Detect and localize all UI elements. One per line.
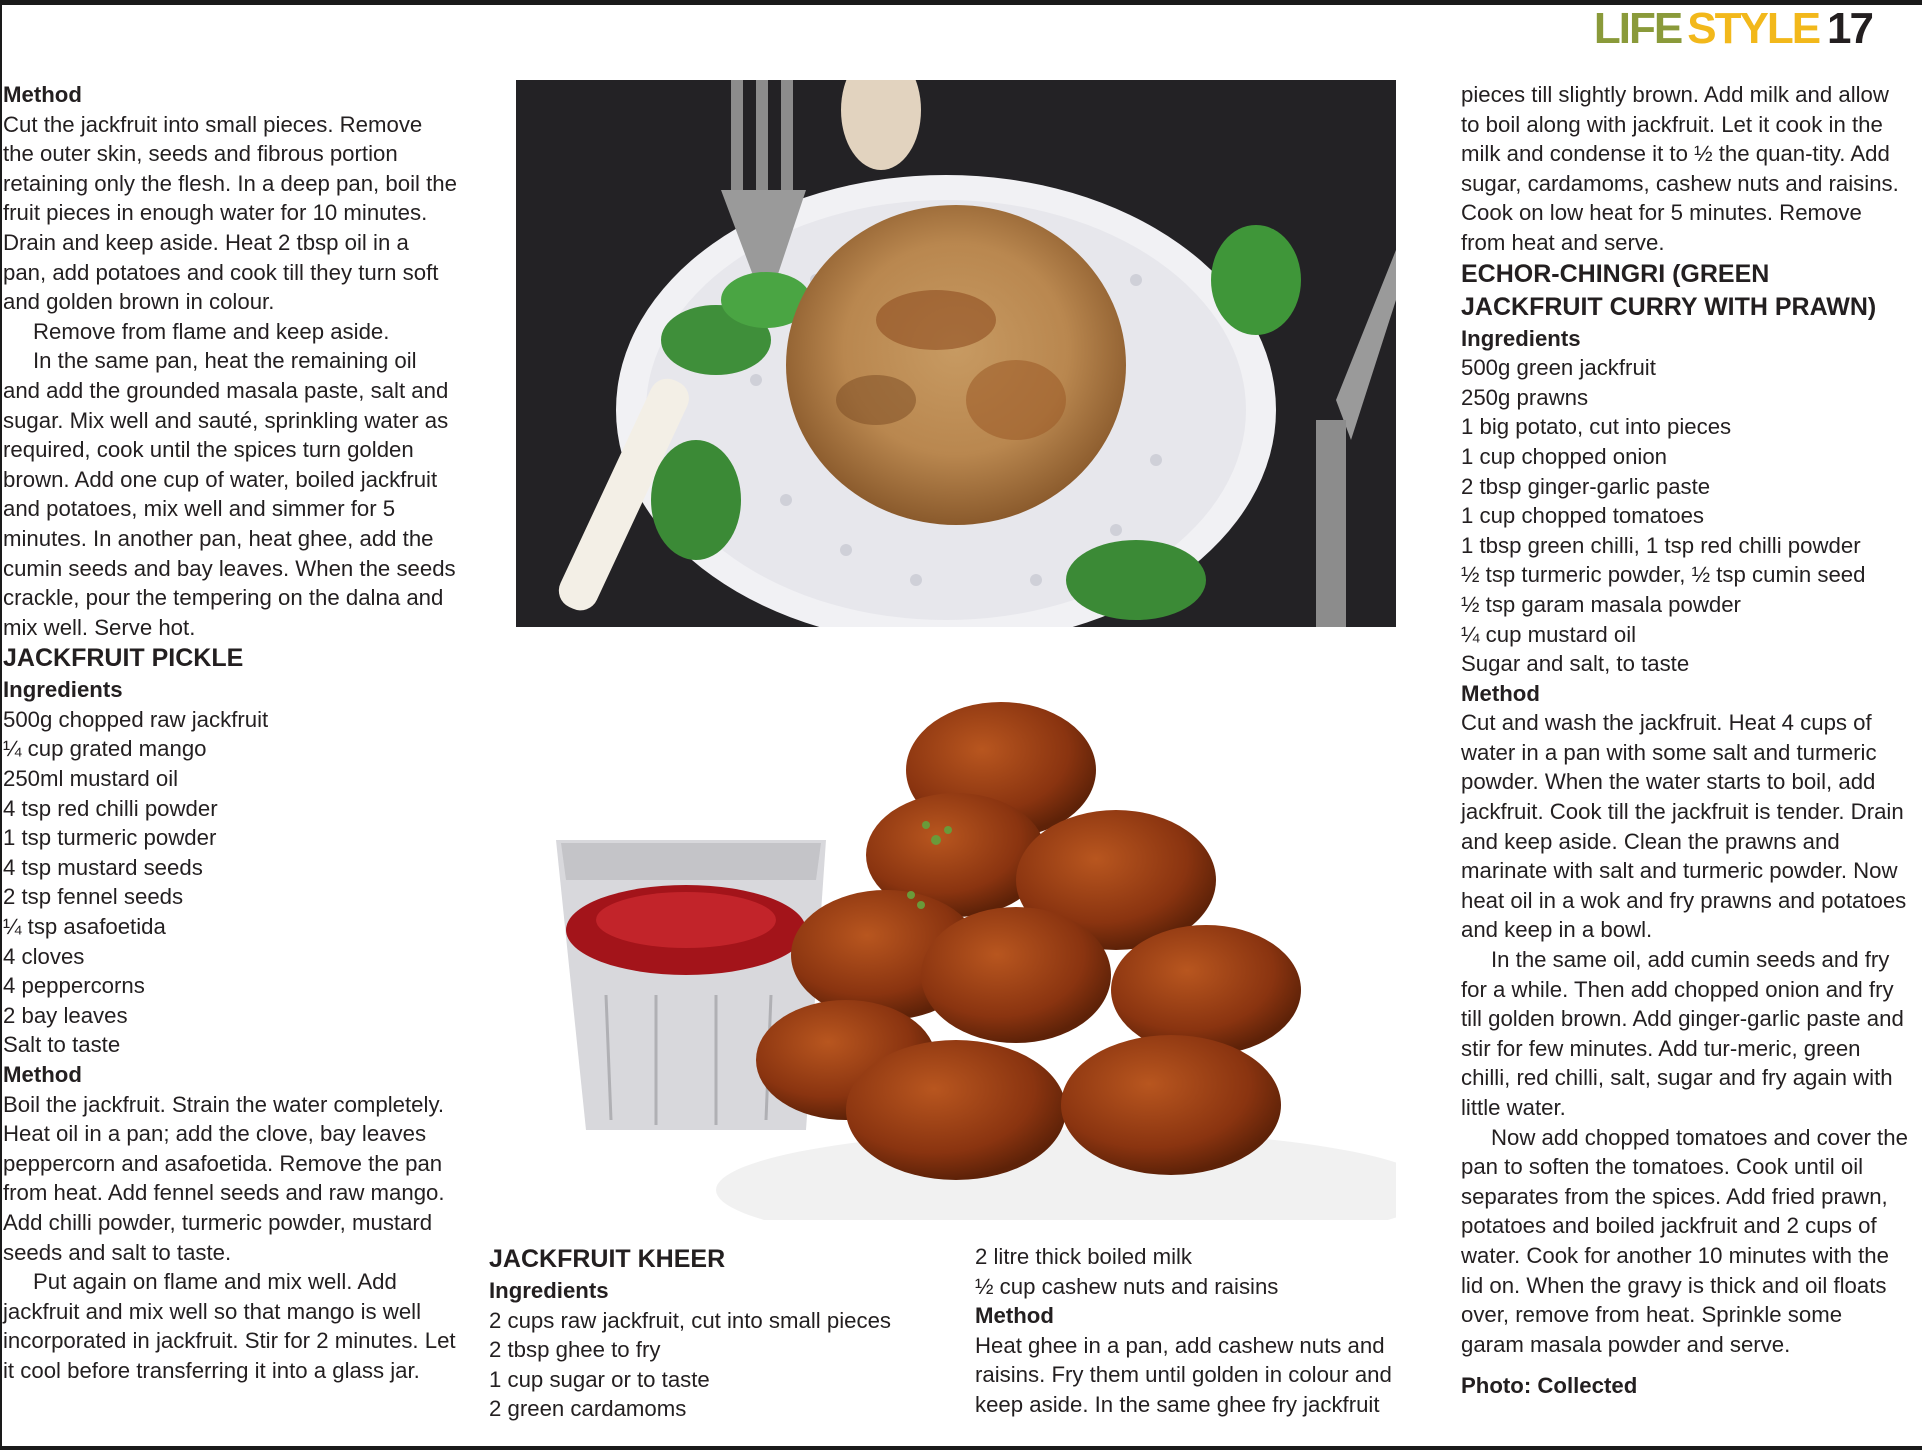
echor-method-heading: Method	[1461, 680, 1540, 706]
column-1	[3, 80, 458, 1386]
kheer-title: JACKFRUIT KHEER	[489, 1245, 726, 1273]
ingredient-item: ¼ tsp asafoetida	[3, 914, 166, 940]
kheer-ingredients-heading: Ingredients	[489, 1278, 609, 1303]
ingredient-item: 2 green cardamoms	[489, 1396, 687, 1422]
kheer-method-continued: pieces till slightly brown. Add milk and allow to boil along with jackfruit. Let it cook in the milk and condense it to ½ the quan-tity. Add sugar, cardamoms, cashew nuts and raisins. Cook on low heat for 5 minutes. Remove from heat and serve.	[1461, 82, 1899, 255]
pickle-title: JACKFRUIT PICKLE	[3, 644, 244, 673]
method-paragraph: Put again on flame and mix well. Add jackfruit and mix well so that mango is well incorporated in jackfruit. Stir for 2 minutes. Let it cool before transferring it into a glass jar.	[3, 1269, 456, 1383]
ingredient-item: 4 peppercorns	[3, 973, 145, 999]
left-rule	[0, 0, 2, 1450]
ingredient-item: 1 cup chopped onion	[1461, 443, 1668, 469]
method-paragraph: Heat ghee in a pan, add cashew nuts and raisins. Fry them until golden in colour and keep aside. In the same ghee fry jackfruit	[975, 1332, 1392, 1417]
ingredient-item: 500g chopped raw jackfruit	[3, 706, 269, 732]
ingredient-item: 4 tsp mustard seeds	[3, 854, 203, 880]
kheer-column-b	[975, 1242, 1415, 1420]
pickle-ingredients-heading: Ingredients	[3, 677, 123, 703]
ingredient-item: 4 cloves	[3, 943, 85, 969]
method-paragraph: In the same oil, add cumin seeds and fry for a while. Then add chopped onion and fry till golden brown. Add ginger-garlic paste and stir for few minutes. Add tur-meric, green chilli, red chilli, salt, sugar and fry again with little water.	[1461, 947, 1904, 1120]
method-paragraph: Boil the jackfruit. Strain the water completely. Heat oil in a pan; add the clove, bay leaves peppercorn and asafoetida. Remove the pan from heat. Add fennel seeds and raw mango. Add chilli powder, turmeric powder, mustard seeds and salt to taste.	[3, 1091, 445, 1265]
photo-jackfruit-patty	[516, 80, 1396, 627]
ingredient-item: 2 cups raw jackfruit, cut into small pieces	[489, 1307, 891, 1333]
ingredient-item: 1 big potato, cut into pieces	[1461, 414, 1732, 440]
ingredient-item: 250ml mustard oil	[3, 766, 179, 792]
section-header	[1593, 4, 1872, 53]
ingredient-item: ½ tsp turmeric powder, ½ tsp cumin seed	[1461, 562, 1866, 588]
ingredient-item: Salt to taste	[3, 1032, 121, 1058]
method-paragraph: In the same pan, heat the remaining oil and add the grounded masala paste, salt and sugar. Mix well and sauté, sprinkling water as required, cook until the spices turn golden brown. Add one cup of water, boiled jackfruit and potatoes, mix well and simmer for 5 minutes. In another pan, heat ghee, add the cumin seeds and bay leaves. When the seeds crackle, pour the tempering on the dalna and mix well. Serve hot.	[3, 348, 456, 640]
method-paragraph: Now add chopped tomatoes and cover the pan to soften the tomatoes. Cook until oil separates from the spices. Add fried prawn, potatoes and boiled jackfruit and 2 cups of water. Cook for another 10 minutes with the lid on. When the gravy is thick and oil floats over, remove from heat. Sprinkle some garam masala powder and serve.	[1461, 1124, 1908, 1357]
method-paragraph: Cut and wash the jackfruit. Heat 4 cups of water in a pan with some salt and turmeric powder. When the water starts to boil, add jackfruit. Cook till the jackfruit is tender. Drain and keep aside. Clean the prawns and marinate with salt and turmeric powder. Now heat oil in a wok and fry prawns and potatoes and keep in a bowl.	[1461, 710, 1907, 943]
kheer-method-heading: Method	[975, 1303, 1054, 1329]
ingredient-item: ¼ cup grated mango	[3, 736, 207, 762]
echor-title: ECHOR-CHINGRI (GREEN JACKFRUIT CURRY WITH PRAWN)	[1461, 259, 1877, 321]
ingredient-item: 2 tbsp ghee to fry	[489, 1337, 661, 1363]
kheer-column-a	[489, 1243, 929, 1424]
ingredient-item: 2 litre thick boiled milk	[975, 1244, 1193, 1269]
ingredient-item: 4 tsp red chilli powder	[3, 795, 218, 821]
ingredient-item: Sugar and salt, to taste	[1461, 651, 1690, 677]
pickle-method-heading: Method	[3, 1062, 82, 1087]
ingredient-item: 250g prawns	[1461, 384, 1589, 410]
ingredient-item: 2 bay leaves	[3, 1002, 128, 1028]
page-number: 17	[1827, 4, 1872, 53]
header-life: LIFE	[1593, 4, 1682, 53]
bottom-rule	[0, 1446, 1922, 1450]
ingredient-item: ¼ cup mustard oil	[1461, 621, 1637, 647]
column-3	[1461, 80, 1911, 1401]
header-style: STYLE	[1687, 4, 1820, 53]
method-heading: Method	[3, 82, 82, 107]
photo-jackfruit-cutlets	[516, 665, 1396, 1220]
ingredient-item: 1 cup sugar or to taste	[489, 1366, 710, 1392]
ingredient-item: ½ tsp garam masala powder	[1461, 591, 1741, 617]
method-paragraph: Cut the jackfruit into small pieces. Remove the outer skin, seeds and fibrous portion retaining only the flesh. In a deep pan, boil the fruit pieces in enough water for 10 minutes. Drain and keep aside. Heat 2 tbsp oil in a pan, add potatoes and cook till they turn soft and golden brown in colour.	[3, 111, 457, 315]
method-paragraph: Remove from flame and keep aside.	[33, 318, 390, 344]
ingredient-item: 1 tsp turmeric powder	[3, 825, 217, 851]
ingredient-item: 2 tbsp ginger-garlic paste	[1461, 473, 1711, 499]
ingredient-item: 500g green jackfruit	[1461, 355, 1656, 381]
ingredient-item: 2 tsp fennel seeds	[3, 884, 184, 910]
ingredient-item: 1 cup chopped tomatoes	[1461, 503, 1705, 529]
ingredient-item: 1 tbsp green chilli, 1 tsp red chilli powder	[1461, 532, 1861, 558]
echor-ingredients-heading: Ingredients	[1461, 325, 1581, 351]
ingredient-item: ½ cup cashew nuts and raisins	[975, 1273, 1279, 1299]
photo-credit: Photo: Collected	[1461, 1373, 1638, 1399]
